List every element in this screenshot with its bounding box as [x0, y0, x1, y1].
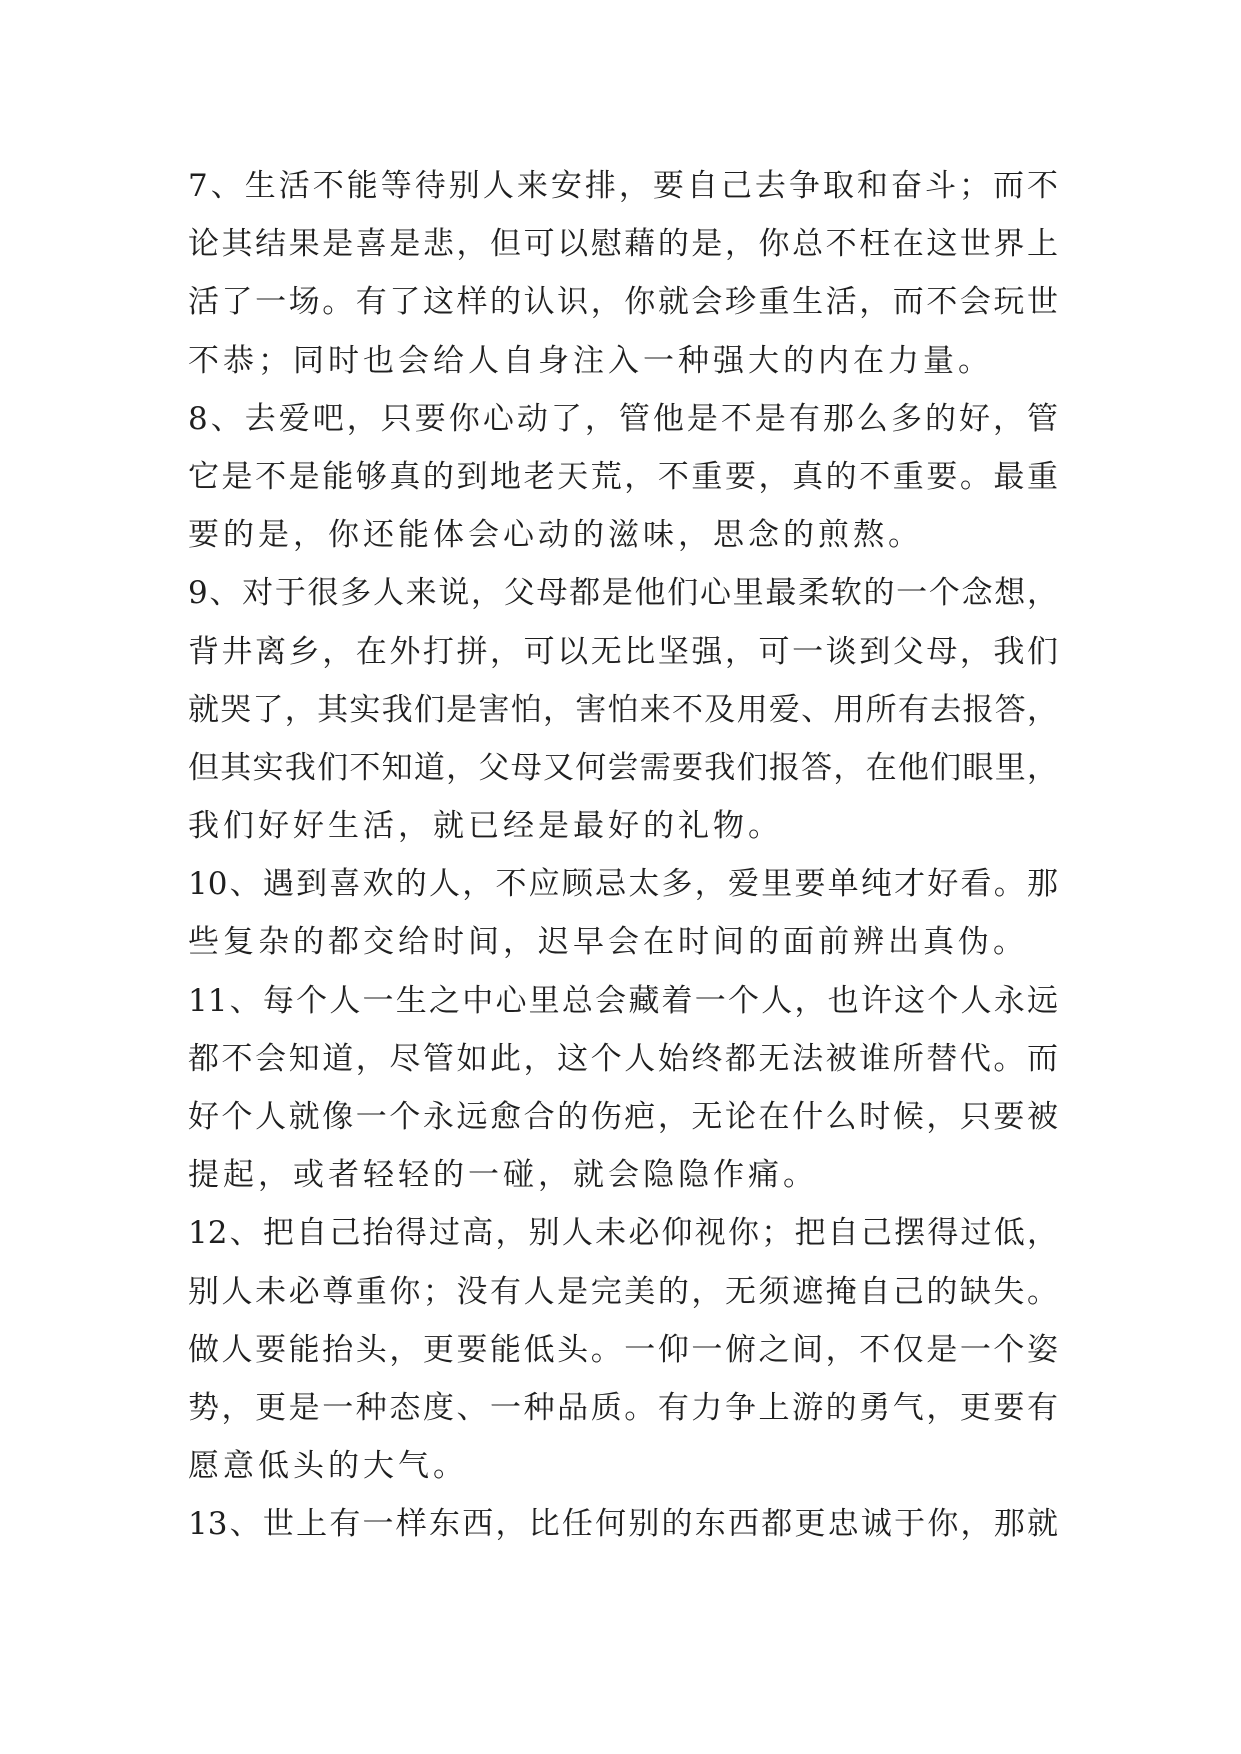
text-line: 13、世上有一样东西，比任何别的东西都更忠诚于你，那就: [188, 1506, 1058, 1543]
paragraph-10: [188, 855, 1058, 971]
text-line: 要的是，你还能体会心动的滋味，思念的煎熬。: [188, 517, 923, 554]
text-line: 背井离乡，在外打拼，可以无比坚强，可一谈到父母，我们: [188, 633, 1058, 670]
text-line: 11、每个人一生之中心里总会藏着一个人，也许这个人永远: [188, 982, 1058, 1019]
text-line: 9、对于很多人来说，父母都是他们心里最柔软的一个念想，: [188, 575, 1058, 612]
paragraph-13: [188, 1495, 1058, 1553]
text-line: 愿意低头的大气。: [188, 1448, 468, 1485]
text-line: 就哭了，其实我们是害怕，害怕来不及用爱、用所有去报答，: [188, 691, 1058, 728]
paragraph-7: [188, 157, 1058, 390]
text-line: 但其实我们不知道，父母又何尝需要我们报答，在他们眼里，: [188, 749, 1058, 786]
text-line: 提起，或者轻轻的一碰，就会隐隐作痛。: [188, 1157, 818, 1194]
paragraph-12: [188, 1204, 1058, 1495]
text-line: 活了一场。有了这样的认识，你就会珍重生活，而不会玩世: [188, 284, 1058, 321]
text-line: 我们好好生活，就已经是最好的礼物。: [188, 808, 783, 845]
text-line: 势，更是一种态度、一种品质。有力争上游的勇气，更要有: [188, 1389, 1058, 1426]
paragraph-8: [188, 390, 1058, 565]
text-line: 12、把自己抬得过高，别人未必仰视你；把自己摆得过低，: [188, 1215, 1058, 1252]
text-line: 8、去爱吧，只要你心动了，管他是不是有那么多的好，管: [188, 400, 1058, 437]
text-line: 做人要能抬头，更要能低头。一仰一俯之间，不仅是一个姿: [188, 1331, 1058, 1368]
text-line: 都不会知道，尽管如此，这个人始终都无法被谁所替代。而: [188, 1040, 1058, 1077]
text-line: 不恭；同时也会给人自身注入一种强大的内在力量。: [188, 342, 993, 379]
document-body: [188, 157, 1058, 1554]
paragraph-11: [188, 972, 1058, 1205]
text-line: 10、遇到喜欢的人，不应顾忌太多，爱里要单纯才好看。那: [188, 866, 1058, 903]
text-line: 好个人就像一个永远愈合的伤疤，无论在什么时候，只要被: [188, 1099, 1058, 1135]
text-line: 些复杂的都交给时间，迟早会在时间的面前辨出真伪。: [188, 924, 1028, 961]
text-line: 它是不是能够真的到地老天荒，不重要，真的不重要。最重: [188, 458, 1058, 495]
text-line: 别人未必尊重你；没有人是完美的，无须遮掩自己的缺失。: [188, 1273, 1058, 1310]
text-line: 论其结果是喜是悲，但可以慰藉的是，你总不枉在这世界上: [188, 226, 1058, 263]
paragraph-9: [188, 564, 1058, 855]
text-line: 7、生活不能等待别人来安排，要自己去争取和奋斗；而不: [188, 168, 1058, 204]
